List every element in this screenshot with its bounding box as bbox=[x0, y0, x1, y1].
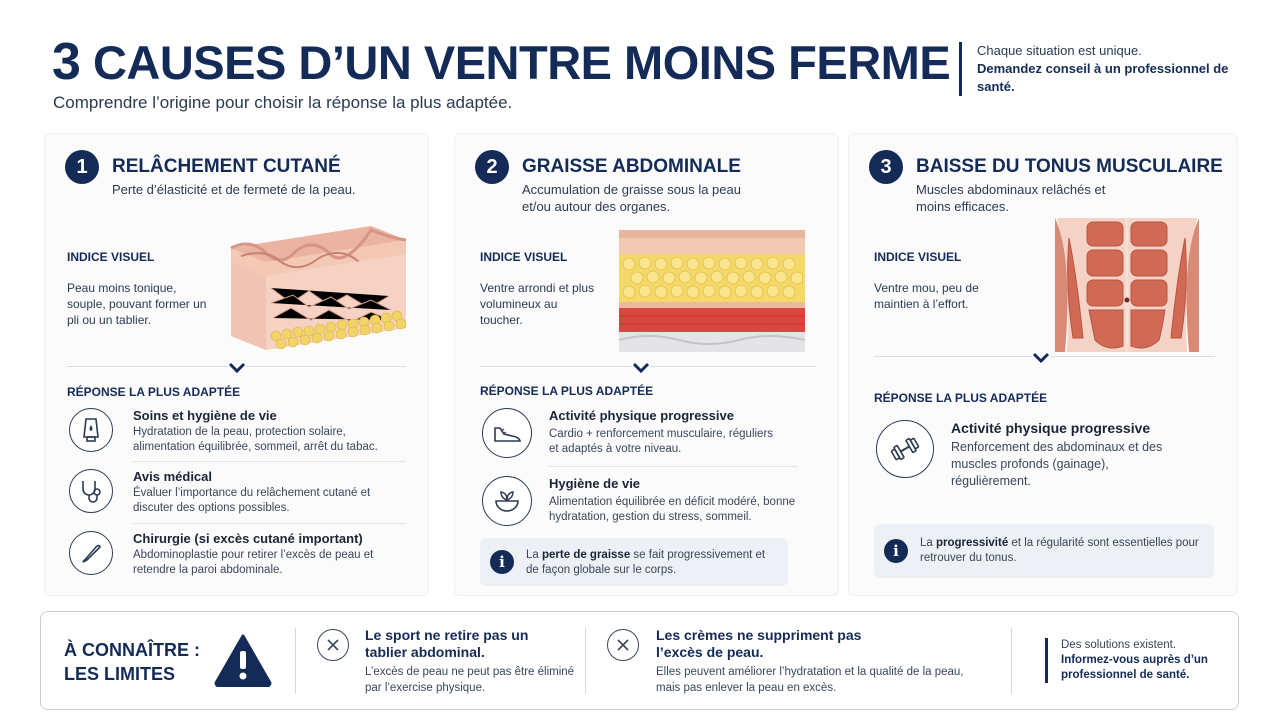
item-text: Renforcement des abdominaux et des muscles profonds (gainage), régulièrement. bbox=[951, 440, 1163, 488]
info-text-before: La bbox=[526, 549, 542, 561]
page-subtitle: Comprendre l’origine pour choisir la réponse la plus adaptée. bbox=[53, 93, 513, 112]
cause-description: Accumulation de graisse sous la peau et/ou autour des organes. bbox=[522, 182, 741, 214]
item-text: Cardio + renforcement musculaire, réguliers et adaptés à votre niveau. bbox=[549, 428, 774, 455]
item-divider bbox=[133, 461, 406, 462]
item-text: Abdominoplastie pour retirer l’excès de peau et retendre la paroi abdominale. bbox=[133, 549, 374, 576]
cause-title: BAISSE DU TONUS MUSCULAIRE bbox=[916, 156, 1223, 177]
fat-layers-illustration bbox=[619, 230, 805, 352]
stethoscope-icon bbox=[69, 469, 113, 513]
item-title: Hygiène de vie bbox=[549, 476, 641, 491]
response-item bbox=[67, 531, 406, 581]
chevron-down-icon bbox=[228, 362, 246, 374]
limits-band bbox=[40, 611, 1239, 710]
visual-clue-label: INDICE VISUEL bbox=[874, 250, 962, 264]
warning-icon bbox=[213, 633, 273, 687]
cause-number-badge: 2 bbox=[475, 150, 509, 184]
limits-title-line1: À CONNAÎTRE : bbox=[64, 640, 200, 660]
info-icon: i bbox=[884, 539, 908, 563]
info-text-after: se fait progressivement et de façon globale sur le corps. bbox=[526, 549, 766, 576]
footer-note-line2: Informez-vous auprès d’un professionnel de santé. bbox=[1061, 654, 1208, 681]
chevron-down-icon bbox=[632, 362, 650, 374]
scalpel-icon bbox=[69, 531, 113, 575]
item-divider bbox=[133, 523, 406, 524]
best-response-label: RÉPONSE LA PLUS ADAPTÉE bbox=[874, 391, 1048, 405]
info-box bbox=[874, 524, 1214, 578]
cause-card-skin-laxity bbox=[44, 133, 429, 596]
response-item bbox=[480, 408, 816, 462]
info-icon: i bbox=[490, 550, 514, 574]
item-title: Activité physique progressive bbox=[951, 420, 1151, 436]
page-title bbox=[52, 32, 950, 92]
item-title: Avis médical bbox=[133, 469, 213, 484]
item-title: Chirurgie (si excès cutané important) bbox=[133, 531, 363, 546]
chevron-down-icon bbox=[1032, 352, 1050, 364]
limits-title-line2: LES LIMITES bbox=[64, 664, 176, 684]
best-response-label: RÉPONSE LA PLUS ADAPTÉE bbox=[67, 385, 241, 399]
abdominal-muscles-illustration bbox=[1047, 218, 1207, 352]
cause-card-abdominal-fat bbox=[454, 133, 839, 596]
cause-title: GRAISSE ABDOMINALE bbox=[522, 156, 741, 177]
best-response-label: RÉPONSE LA PLUS ADAPTÉE bbox=[480, 384, 654, 398]
item-title: Soins et hygiène de vie bbox=[133, 408, 277, 423]
visual-clue-text: Ventre arrondi et plus volumineux au toucher. bbox=[480, 281, 595, 327]
limit-title: Le sport ne retire pas un tablier abdominal. bbox=[365, 627, 529, 660]
info-text-after: et la régularité sont essentielles pour retrouver du tonus. bbox=[920, 537, 1199, 564]
cause-title: RELÂCHEMENT CUTANÉ bbox=[112, 156, 341, 177]
cause-number-badge: 3 bbox=[869, 150, 903, 184]
disclaimer-line1: Chaque situation est unique. bbox=[977, 43, 1142, 58]
limits-title bbox=[64, 638, 200, 686]
visual-clue-text: Ventre mou, peu de maintien à l’effort. bbox=[874, 281, 979, 311]
visual-clue-text: Peau moins tonique, souple, pouvant former un pli ou un tablier. bbox=[67, 281, 207, 327]
item-title: Activité physique progressive bbox=[549, 408, 734, 423]
response-item bbox=[874, 420, 1215, 488]
disclaimer bbox=[959, 42, 1239, 96]
dumbbell-icon bbox=[876, 420, 934, 478]
visual-clue-label: INDICE VISUEL bbox=[480, 250, 568, 264]
cross-circle-icon bbox=[607, 629, 639, 661]
limit-title: Les crèmes ne suppriment pas l’excès de peau. bbox=[656, 627, 862, 660]
cross-circle-icon bbox=[317, 629, 349, 661]
info-text-bold: perte de graisse bbox=[542, 549, 631, 561]
footer-note-line1: Des solutions existent. bbox=[1061, 639, 1177, 651]
limit-text: Elles peuvent améliorer l’hydratation et la qualité de la peau, mais pas enlever la peau en excès. bbox=[656, 666, 964, 694]
cause-description: Muscles abdominaux relâchés et moins efficaces. bbox=[916, 182, 1106, 214]
cause-number-badge: 1 bbox=[65, 150, 99, 184]
salad-bowl-icon bbox=[482, 476, 532, 526]
info-text bbox=[920, 536, 1205, 566]
limit-text: L’excès de peau ne peut pas être éliminé par l’exercise physique. bbox=[365, 666, 575, 694]
info-text-bold: progressivité bbox=[936, 537, 1009, 549]
response-item bbox=[480, 476, 816, 530]
vertical-divider bbox=[295, 628, 296, 694]
cause-description: Perte d’élasticité et de fermeté de la peau. bbox=[112, 182, 356, 197]
item-text: Alimentation équilibrée en déficit modéré, bonne hydratation, gestion du stress, sommeil. bbox=[549, 496, 796, 523]
cause-card-muscle-tone bbox=[848, 133, 1238, 596]
item-divider bbox=[549, 466, 798, 467]
sneaker-icon bbox=[482, 408, 532, 458]
title-number: 3 bbox=[52, 33, 81, 91]
info-text-before: La bbox=[920, 537, 936, 549]
vertical-divider bbox=[585, 628, 586, 694]
disclaimer-line2: Demandez conseil à un professionnel de santé. bbox=[977, 61, 1229, 94]
item-text: Évaluer l’importance du relâchement cutané et discuter des options possibles. bbox=[133, 487, 371, 514]
title-text: CAUSES D’UN VENTRE MOINS FERME bbox=[92, 36, 951, 89]
cream-tube-icon bbox=[69, 408, 113, 452]
item-text: Hydratation de la peau, protection solaire, alimentation équilibrée, sommeil, arrêt du tabac. bbox=[133, 426, 378, 453]
info-text bbox=[526, 548, 776, 578]
info-box bbox=[480, 538, 788, 586]
response-item bbox=[67, 408, 406, 458]
skin-layers-illustration bbox=[221, 218, 411, 353]
vertical-divider bbox=[1011, 628, 1012, 694]
response-item bbox=[67, 469, 406, 519]
footer-note bbox=[1045, 638, 1225, 683]
visual-clue-label: INDICE VISUEL bbox=[67, 250, 155, 264]
